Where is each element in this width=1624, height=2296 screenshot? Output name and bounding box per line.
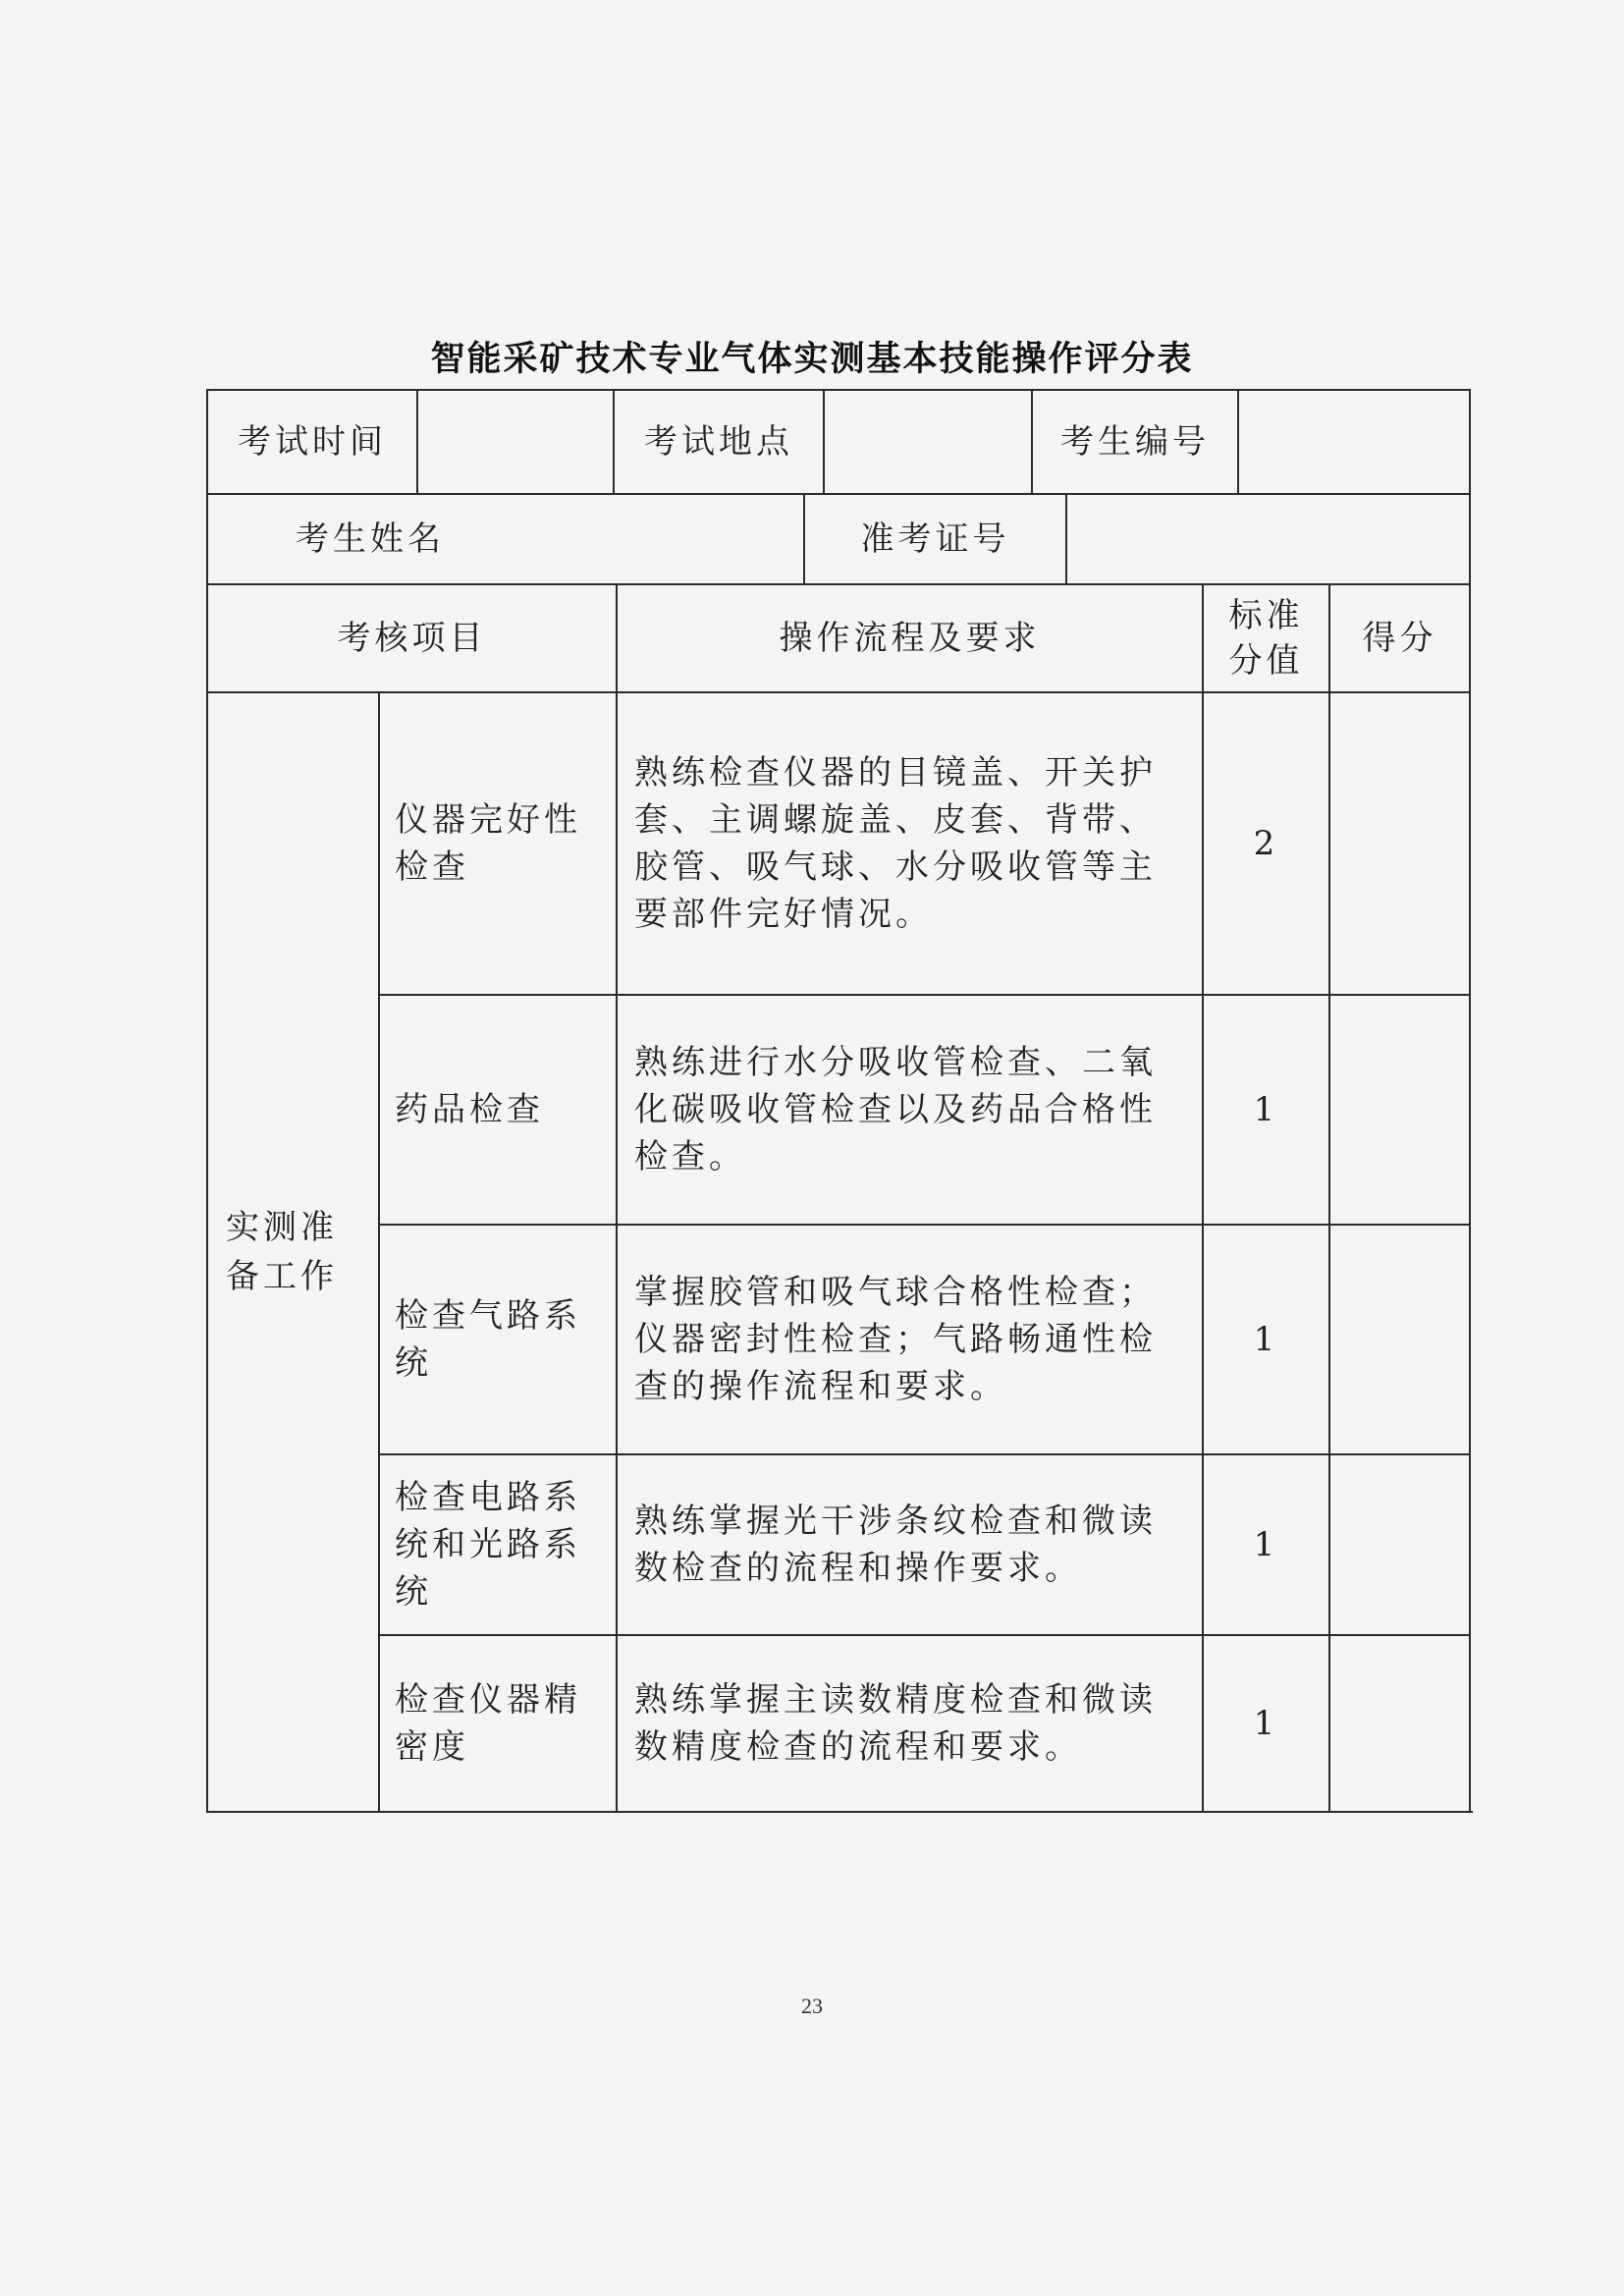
row1-score[interactable]: [1330, 693, 1469, 994]
table-border-right: [1469, 389, 1471, 1813]
row5-score[interactable]: [1330, 1636, 1469, 1811]
exam-location-value[interactable]: [825, 391, 1031, 493]
row1-item: 仪器完好性检查: [395, 800, 581, 887]
row5-item: 检查仪器精密度: [395, 1680, 581, 1767]
column-header-item: 考核项目: [337, 619, 487, 658]
admission-ticket-value[interactable]: [1067, 495, 1469, 583]
candidate-number-label: 考生编号: [1060, 422, 1210, 462]
table-border-bottom: [206, 1811, 1473, 1813]
row4-item: 检查电路系统和光路系统: [395, 1478, 581, 1612]
row2-procedure: 熟练进行水分吸收管检查、二氧化碳吸收管检查以及药品合格性检查。: [634, 1043, 1157, 1176]
column-header-score: 得分: [1362, 619, 1437, 658]
row2-score[interactable]: [1330, 996, 1469, 1224]
candidate-name-label: 考生姓名: [296, 519, 445, 559]
category-label: 实测准备工作: [226, 1208, 338, 1296]
row3-score[interactable]: [1330, 1226, 1469, 1453]
exam-location-label: 考试地点: [644, 422, 793, 462]
form-title: 智能采矿技术专业气体实测基本技能操作评分表: [430, 340, 1194, 379]
page-number: 23: [801, 1994, 823, 2018]
candidate-number-value[interactable]: [1239, 391, 1469, 493]
candidate-name-value[interactable]: [532, 495, 803, 583]
admission-ticket-label: 准考证号: [860, 519, 1010, 559]
row5-standard-score: 1: [1253, 1704, 1279, 1743]
row4-score[interactable]: [1330, 1455, 1469, 1634]
row3-item: 检查气路系统: [395, 1296, 581, 1383]
row4-procedure: 熟练掌握光干涉条纹检查和微读数检查的流程和操作要求。: [634, 1502, 1157, 1588]
exam-time-value[interactable]: [418, 391, 613, 493]
row4-standard-score: 1: [1253, 1525, 1279, 1564]
exam-time-label: 考试时间: [238, 422, 387, 462]
row1-standard-score: 2: [1253, 824, 1279, 863]
row2-standard-score: 1: [1253, 1090, 1279, 1129]
column-header-standard-score: 标准分值: [1228, 596, 1304, 681]
row3-standard-score: 1: [1253, 1320, 1279, 1359]
row5-procedure: 熟练掌握主读数精度检查和微读数精度检查的流程和要求。: [634, 1680, 1157, 1767]
row1-procedure: 熟练检查仪器的目镜盖、开关护套、主调螺旋盖、皮套、背带、胶管、吸气球、水分吸收管等主要部件完好情况。: [634, 753, 1157, 934]
row2-item: 药品检查: [395, 1090, 544, 1129]
row3-procedure: 掌握胶管和吸气球合格性检查；仪器密封性检查；气路畅通性检查的操作流程和要求。: [634, 1273, 1157, 1406]
column-header-procedure: 操作流程及要求: [779, 619, 1041, 658]
